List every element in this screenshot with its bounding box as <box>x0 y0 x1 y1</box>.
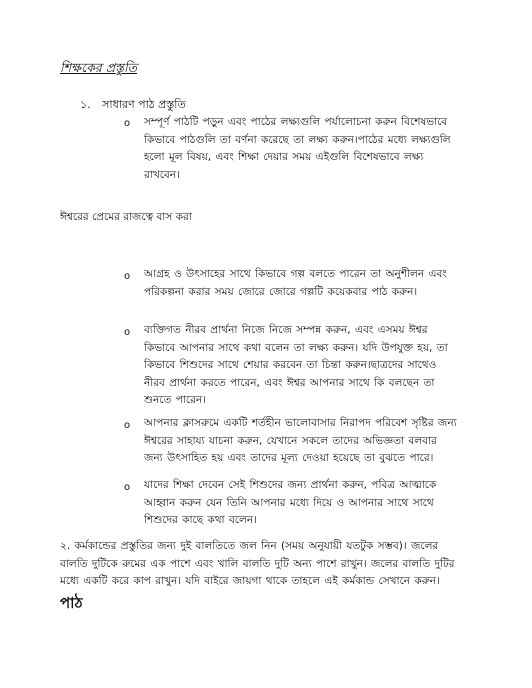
text-line: আগ্রহ ও উৎসাহের সাথে কিভাবে গল্প বলতে পারেন তা অনুশীলন এবং <box>144 268 447 280</box>
text-line: আপনার ক্লাসরুমে একটি শর্তহীন ভালোবাসার নিরাপদ পরিবেশ সৃষ্টির জন্য <box>144 417 457 429</box>
bullet-marker: o <box>124 118 131 129</box>
bullet-item-pray-for-children <box>144 477 484 530</box>
bullet-marker: o <box>124 327 131 338</box>
text-line: নীরব প্রার্থনা করতে পারেন, এবং ঈশ্বর আপনার সাথে কি বলছেন তা <box>144 376 435 389</box>
text-line: রাখবেন। <box>144 168 180 181</box>
text-line: যাদের শিক্ষা দেবেন সেই শিশুদের জন্য প্রার্থনা করুন, পবিত্র আত্মাকে <box>144 479 437 491</box>
text-line: মধ্যে একটি করে কাপ রাখুন। যদি বাইরে জায়গা থাকে তাহলে এই কর্মকান্ড সেখানে করুন। <box>60 575 440 587</box>
text-line: কিভাবে আপনার সাথে কথা বলেন তা লক্ষ্য করুন। যদি উপযুক্ত হয়, তা <box>144 341 448 354</box>
subsection-title: ঈশ্বরের প্রেমের রাজত্বে বাস করা <box>60 211 192 223</box>
text-line: বালতি দুটিকে রুমের এক পাশে এবং খালি বালতি দুটি অন্য পাশে রাখুন। জলের বালতি দুটির <box>60 557 455 570</box>
item-1-number: ১. <box>80 98 91 111</box>
text-line: কিভাবে পাঠগুলি তা বর্ণনা করেছে তা লক্ষ্য করুন।পাঠের মধ্যে লক্ষ্যগুলি <box>144 133 451 146</box>
text-line: ২. কর্মকান্ডের প্রস্তুতির জন্য দুই বালতিতে জল নিন (সময় অনুযায়ী যতটুক সম্ভব)। জলের <box>60 540 439 552</box>
text-line: শিশুদের কাছে কথা বলেন। <box>144 514 257 526</box>
bullet-marker: o <box>124 271 131 282</box>
text-line: ব্যক্তিগত নীরব প্রার্থনা নিজে নিজে সম্পন্ন করুন, এবং এসময় ঈশ্বর <box>144 324 428 336</box>
text-line: ঈশ্বরের সাহায্য যাচনা করুন, যেখানে সকলে তাদের অভিজ্ঞতা বলবার <box>144 434 437 447</box>
item-1-label: সাধারণ পাঠ প্রস্তুতি <box>102 98 186 111</box>
text-line: হলো মূল বিষয়, এবং শিক্ষা দেয়ার সময় এইগুলি বিশেষভাবে লক্ষ্য <box>144 151 424 163</box>
text-line: জন্য উৎসাহিত হয় এবং তাদের মূল্য দেওয়া হয়েছে তা বুঝতে পারে। <box>144 452 434 464</box>
text-line: আহ্বান করুন যেন তিনি আপনার মধ্যে দিয়ে ও আপনার সাথে সাথে <box>144 496 434 509</box>
bullet-marker: o <box>124 482 131 493</box>
bullet-block-reading <box>144 114 484 184</box>
text-line: শুনতে পারেন। <box>144 394 206 406</box>
text-line: পরিকল্পনা করার সময় জোরে জোরে গল্পটি কয়েকবার পাঠ করুন। <box>144 285 418 298</box>
section-heading-teacher-preparation: শিক্ষকের প্রস্তুতি <box>60 60 137 75</box>
text-line: কিভাবে শিশুদের সাথে শেয়ার করবেন তা চিন্তা করুন।ছাত্রদের সাথেও <box>144 359 437 371</box>
lesson-heading: পাঠ <box>60 594 83 612</box>
bullet-marker: o <box>124 420 131 431</box>
bullet-item-safe-environment <box>144 415 484 468</box>
text-line: সম্পূর্ণ পাঠটি পড়ুন এবং পাঠের লক্ষ্যগুলি পর্যালোচনা করুন বিশেষভাবে <box>144 116 448 128</box>
bullet-item-silent-prayer <box>144 322 484 410</box>
numbered-item-2-activity-prep <box>60 538 480 591</box>
bullet-item-storytelling <box>144 266 484 301</box>
numbered-item-1 <box>80 96 186 115</box>
